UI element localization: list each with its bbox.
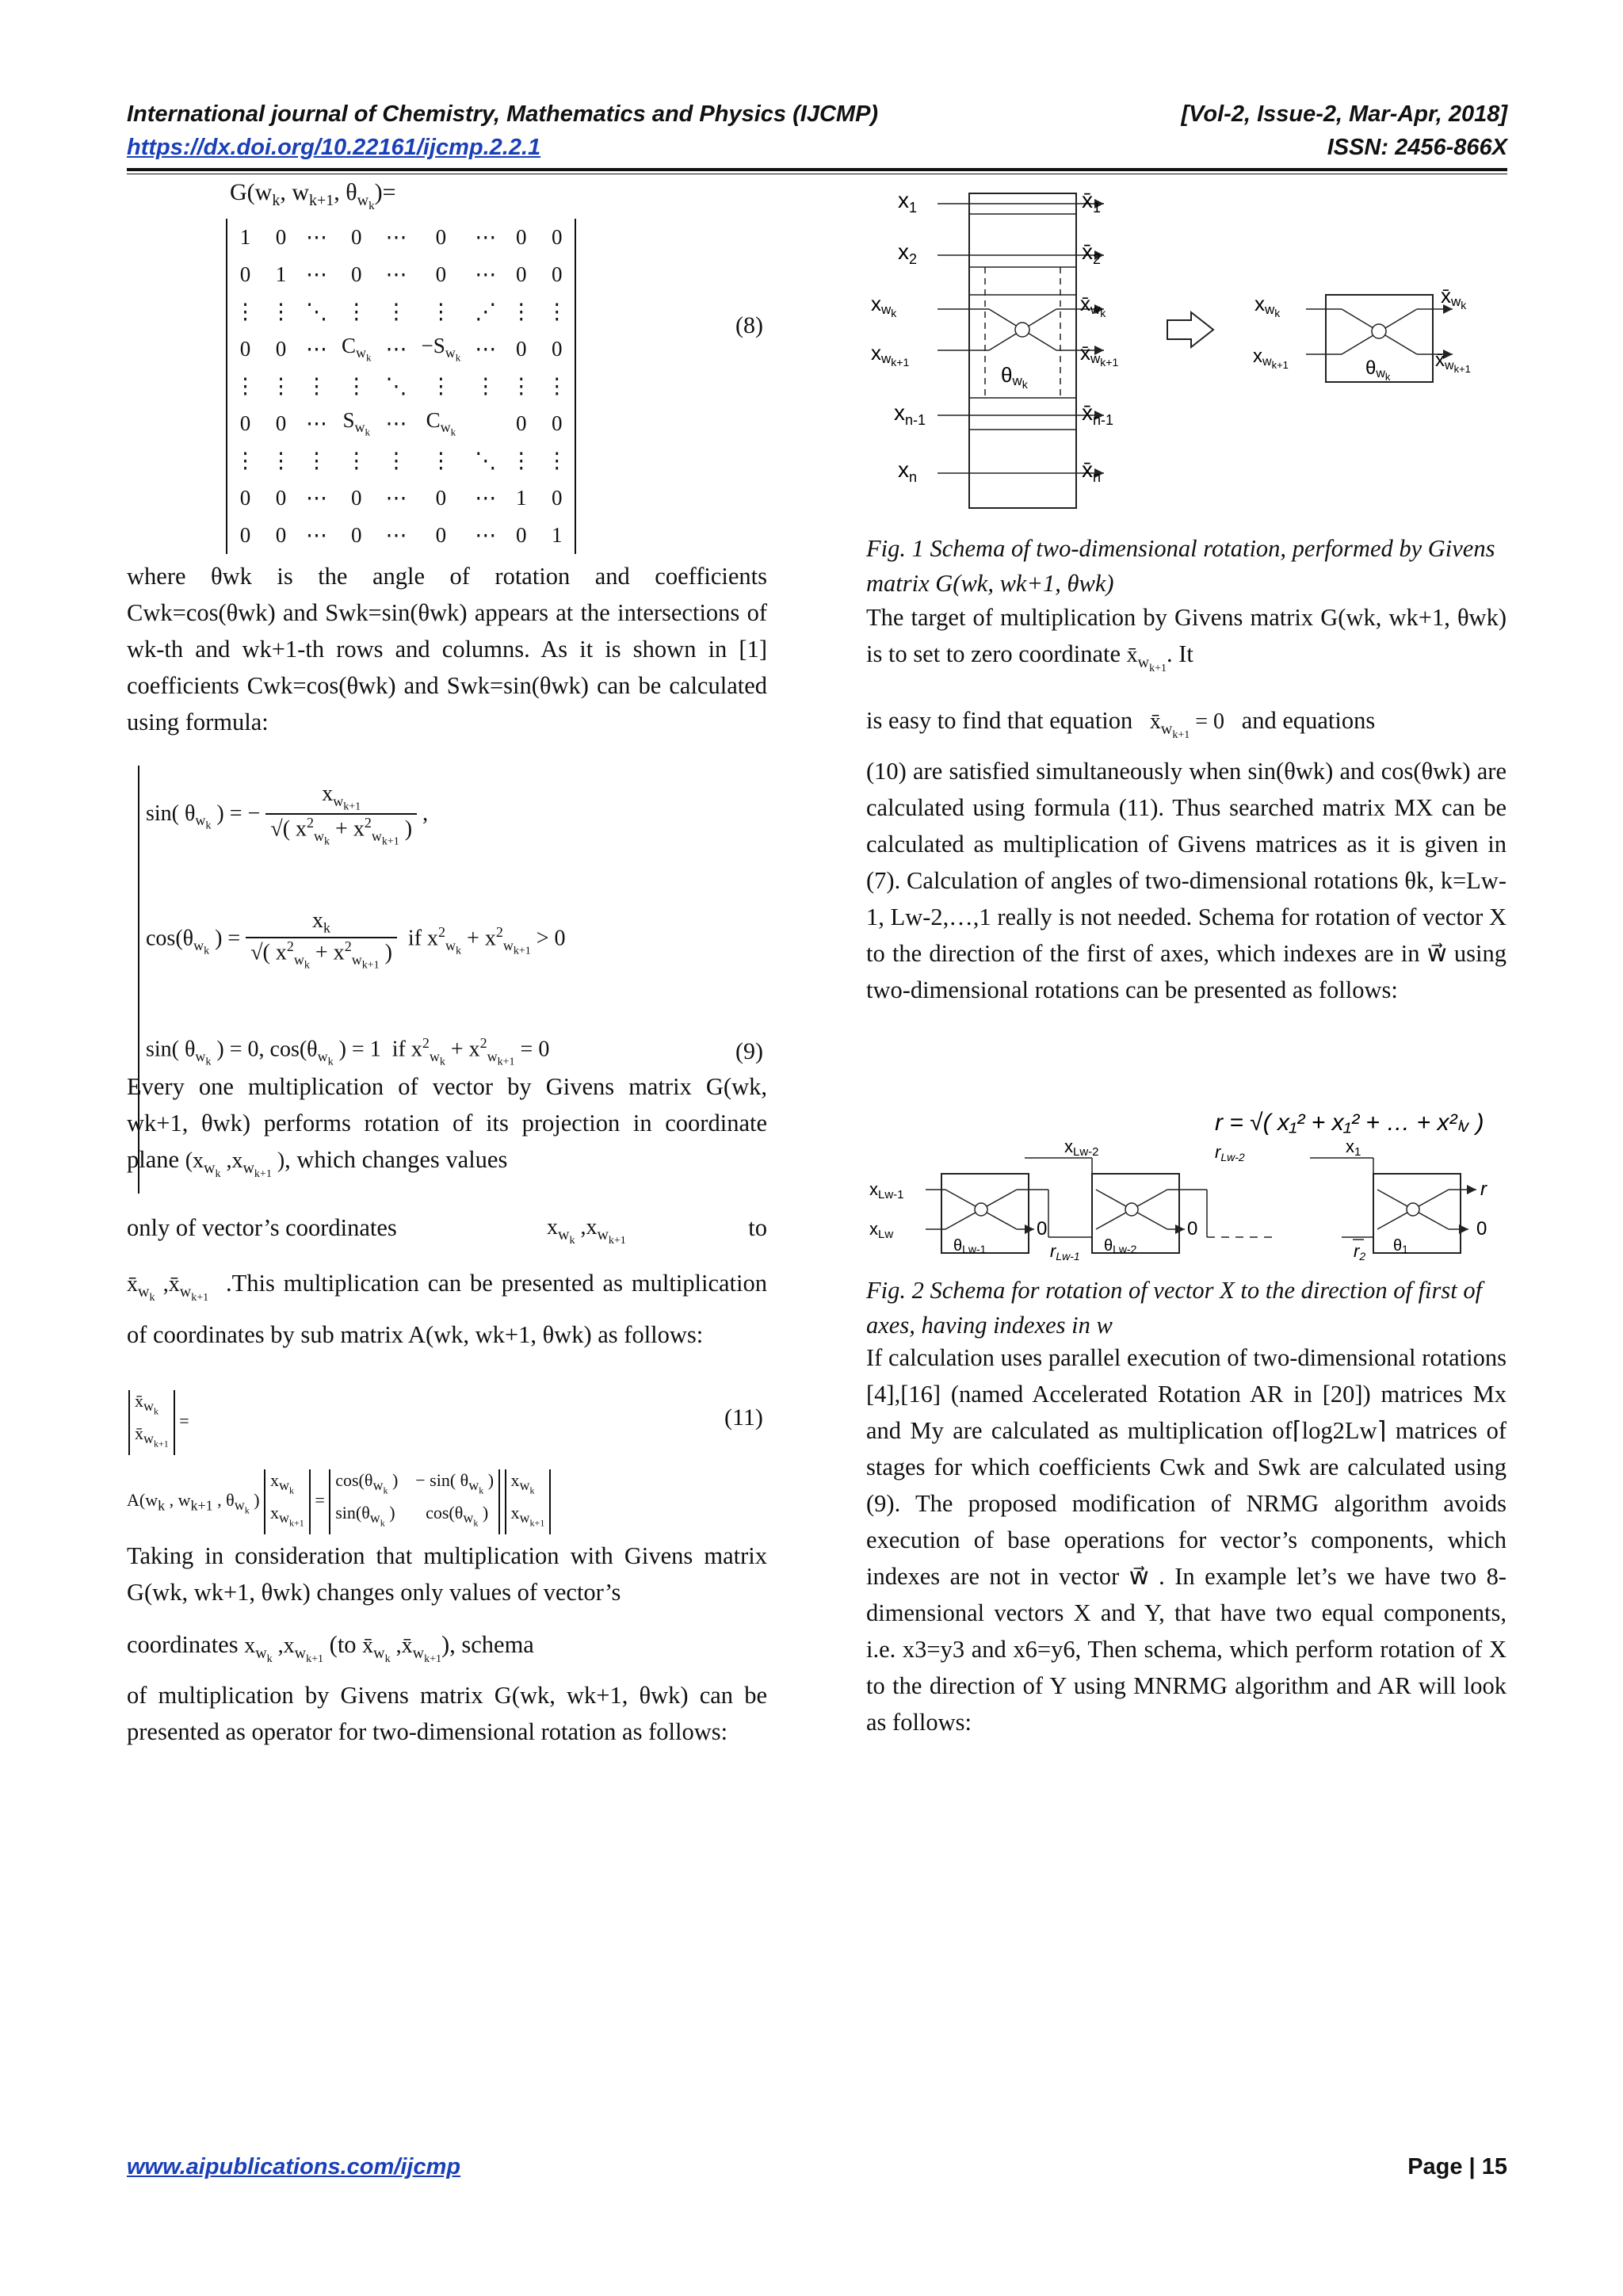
zero-equation-inline: $x̄_{w_{k+1}} = 0$ [1138,709,1236,741]
para-angle-definition: where θwk is the angle of rotation and coefficients Cwk=cos(θwk) and Swk=sin(θwk) appears at the intersections of wk-th and wk+1-th rows and columns. As it is shown in [1] coefficients Cwk=cos(θwk) and Swk=sin(θwk) can be calculated using formula: [127,563,767,735]
footer-site-link[interactable]: www.aipublications.com/ijcmp [127,2154,461,2179]
fig1-caption: Fig. 1 Schema of two-dimensional rotation, performed by Givens matrix G(wk, wk+1, θwk) [866,535,1495,597]
doi-link[interactable]: https://dx.doi.org/10.22161/ijcmp.2.2.1 [127,135,541,160]
fig2-caption: Fig. 2 Schema for rotation of vector X to the direction of first of axes, having indexes in w⃗ [866,1277,1483,1339]
para-target-end: . It [1166,640,1193,667]
para-equation-line [866,702,1507,754]
fig1-out-x1: $x̄_1$ [1082,188,1102,216]
coords-inline: $x_{w_k}$ $,x_{w_{k+1}}$ [547,1215,626,1247]
page-number: Page | 15 [1407,2154,1507,2179]
eq11 [127,1390,767,1557]
eq9-cos: $\cos(\theta_{w_k}$ ) = $\frac{x_k}{√( x^2_{w_k} + x^2_{w_{k+1}} )}$ if $x^2_{w_k} + x^2_{w_{k+1}} > 0$ [146,908,566,972]
fig2-r: r [1480,1179,1487,1200]
para-consideration-coords [127,1626,767,1678]
journal-name: International journal of Chemistry, Mathematics and Physics (IJCMP) [127,101,879,127]
xbar-coords-inline-2: $x̄_{w_k}$ $,x̄_{w_{k+1}}$ [362,1633,441,1665]
xbar-coords-inline: $x̄_{w_k}$ $,x̄_{w_{k+1}}$ [127,1272,209,1304]
fig1-theta: θwk [1001,363,1028,391]
fig1-label-x2: $x_2$ [898,239,918,267]
fig2-zero-2: 0 [1187,1218,1198,1240]
fig1-label-x1: $x_1$ [898,188,918,216]
fig2-r-lw2: rLw-2 [1215,1142,1245,1163]
fig2-theta-lw2: θLw-2 [1104,1237,1137,1255]
eq8-lhs: $G(w_k$, $w_{k+1}$, $\theta_{w_k})=$ [230,179,396,212]
para-rotation-tail: , which changes values [285,1146,508,1173]
para-coords-line [127,1209,767,1246]
para-rotation-intro [127,1068,767,1193]
para-coords-lead: coordinates [127,1631,239,1658]
para-submatrix [127,1265,767,1353]
eq11-number: (11) [724,1404,763,1431]
coord-plane-inline: ($x_{w_k}$ $,x_{w_{k+1}}$ ) [185,1148,285,1180]
figure-1 [866,184,1507,517]
eq8-number: (8) [735,312,763,338]
fig2-formula: r = √( x₁² + x₁² + … + x²ₗᵥ ) [1215,1110,1484,1136]
target-coord-inline: $x̄_{w_{k+1}}$ [1126,643,1167,674]
matrix-table: 1 0 ⋯ 0 ⋯ 0 ⋯ 0 0 0 1 ⋯ 0 ⋯ 0 ⋯ 0 0 ⋮ ⋮ ⋱ ⋮ ⋮ ⋮ ⋰ ⋮ ⋮ 0 0 ⋯ $C_{w_k}$ ⋯ $-S_{w_k}$ ⋯ 0 0 ⋮ ⋮ ⋮ ⋮ ⋱ ⋮ ⋮ ⋮ ⋮ 0 0 ⋯ $S_{w_k}$ ⋯ $C_{w_k}$ 0 0 ⋮ ⋮ ⋮ ⋮ ⋮ ⋮ ⋱ ⋮ ⋮ 0 0 ⋯ 0 ⋯ 0 ⋯ 1 0 0 0 ⋯ 0 ⋯ 0 ⋯ 0 1 [226,219,576,554]
fig1-out-xwk: x̄wk [1080,292,1106,319]
fig1-label-xwk1: xwk+1 [871,341,910,369]
fig1-out-xn1: $x̄_{n-1}$ [1082,400,1114,428]
fig2-r-2: r2 [1354,1241,1366,1263]
fig2-x-lw: xLw [869,1219,894,1241]
fig1-svg [866,184,1507,517]
para-coords-to: to [748,1214,767,1241]
fig2-theta-lw1: θLw-1 [953,1237,987,1255]
fig2-x-lw2: xLw-2 [1064,1137,1099,1159]
fig1b-out-xwk: x̄wk [1441,284,1467,311]
para-coords-end: ), schema [441,1631,534,1658]
fig2-theta-1: θ1 [1393,1237,1408,1255]
eq9-number: (9) [735,1038,763,1064]
eq11-rhs: $A(w_k$ , $w_{k+1}$ , $\theta_{w_k}$ ) $x_{w_k}$ $x_{w_{k+1}} = \cos(\theta_{w_k}$ ) − sin( $\theta_{w_k}$ ) $\sin(\theta_{w_k}$ ) $\cos(\theta_{w_k}$ ) $x_{w_k}$ $x_{w_{k+1}}$ [127,1469,551,1534]
fig1-label-xwk: xwk [871,292,897,319]
fig1-equivalence-arrow [1167,312,1213,347]
para-rotation-text: Every one multiplication of vector by Givens matrix G(wk, wk+1, θwk) performs rotation of its projection in coordinate plane [127,1073,767,1173]
fig2-zero-1: 0 [1037,1218,1048,1240]
para-operator: of multiplication by Givens matrix G(wk, wk+1, θwk) can be presented as operator for two-dimensional rotation as follows: [127,1682,767,1745]
para-searched-matrix: (10) are satisfied simultaneously when sin(θwk) and cos(θwk) are calculated using formula (11). Thus searched matrix MX can be calculated as multiplication of Givens matrices as it is given in (7). Calculation of angles of two-dimensional rotations θk, k=Lw-1, Lw-2,…,1 really is not needed. Schema for rotation of vector X to the direction of the first of axes, which indexes are in w⃗ using two-dimensional rotations can be presented as follows: [866,758,1507,1003]
fig1b-label-xwk: xwk [1254,292,1281,319]
fig2-svg [866,1098,1507,1265]
para-target [866,599,1507,687]
fig1b-theta: θwk [1365,357,1391,383]
fig1-out-xn: $x̄_n$ [1082,457,1102,485]
coords-inline-2: $x_{w_k}$ $,x_{w_{k+1}}$ [244,1633,324,1665]
volume-info: [Vol-2, Issue-2, Mar-Apr, 2018] [1181,101,1507,127]
eq9-zero-case: sin( $\theta_{w_k}$ ) = 0, $\cos(\theta_{w_k}$ ) = 1 if $x^2_{w_k} + x^2_{w_{k+1}} = 0$ [146,1035,550,1068]
issn: ISSN: 2456-866X [1327,135,1507,160]
fig1-out-x2: $x̄_2$ [1082,239,1102,267]
para-target-text: The target of multiplication by Givens matrix G(wk, wk+1, θwk) is to set to zero coordinate [866,604,1507,667]
fig2-x-lw1: xLw-1 [869,1179,904,1201]
eq11-lhs: $x̄_{w_k}$ $x̄_{w_{k+1}}$ = [128,1390,189,1455]
para-parallel-execution: If calculation uses parallel execution of two-dimensional rotations [4],[16] (named Accelerated Rotation AR in [20]) matrices Mx and My are calculated as multiplication of⌈log2Lw⌉ matrices of stages for which coefficients Cwk and Swk are calculated using (9). The proposed modification of NRMG algorithm avoids execution of base operations for vector’s components, which indexes are not in vector w⃗ . In example let’s we have two 8-dimensional vectors X and Y, that have two equal components, i.e. x3=y3 and x6=y6, Then schema, which perform rotation of X to the direction of Y using MNRMG algorithm and AR will look as follows: [866,1344,1507,1736]
fig1b-label-xwk1: xwk+1 [1253,346,1289,371]
para-coords-mid: (to [329,1631,357,1658]
fig2-zero-3: 0 [1476,1218,1487,1240]
fig1-label-xn1: $x_{n-1}$ [894,400,926,428]
figure-2 [866,1098,1507,1265]
fig2-x-1: x1 [1346,1137,1361,1159]
fig1b-out-xwk1: x̄wk+1 [1435,350,1471,375]
para-consideration: Taking in consideration that multiplication with Givens matrix G(wk, wk+1, θwk) changes only values of vector’s [127,1542,767,1606]
fig1-out-xwk1: x̄wk+1 [1080,341,1119,369]
givens-matrix [226,219,576,554]
header-rule [127,168,1507,171]
para-coords-text: only of vector’s coordinates [127,1214,397,1241]
para-equation-end: and equations [1241,707,1376,734]
eq9-sin: sin( $\theta_{w_k}$ ) = − $\frac{x_{w_{k+1}}}{√( x^2_{w_k} + x^2_{w_{k+1}} )}$ , [146,781,429,848]
para-submatrix-text: .This multiplication can be presented as multiplication of coordinates by sub matrix A(wk, wk+1, θwk) as follows: [127,1270,768,1348]
fig2-r-lw1: rLw-1 [1050,1241,1080,1263]
fig1-label-xn: $x_n$ [898,457,918,485]
para-equation-text: is easy to find that equation [866,707,1133,734]
